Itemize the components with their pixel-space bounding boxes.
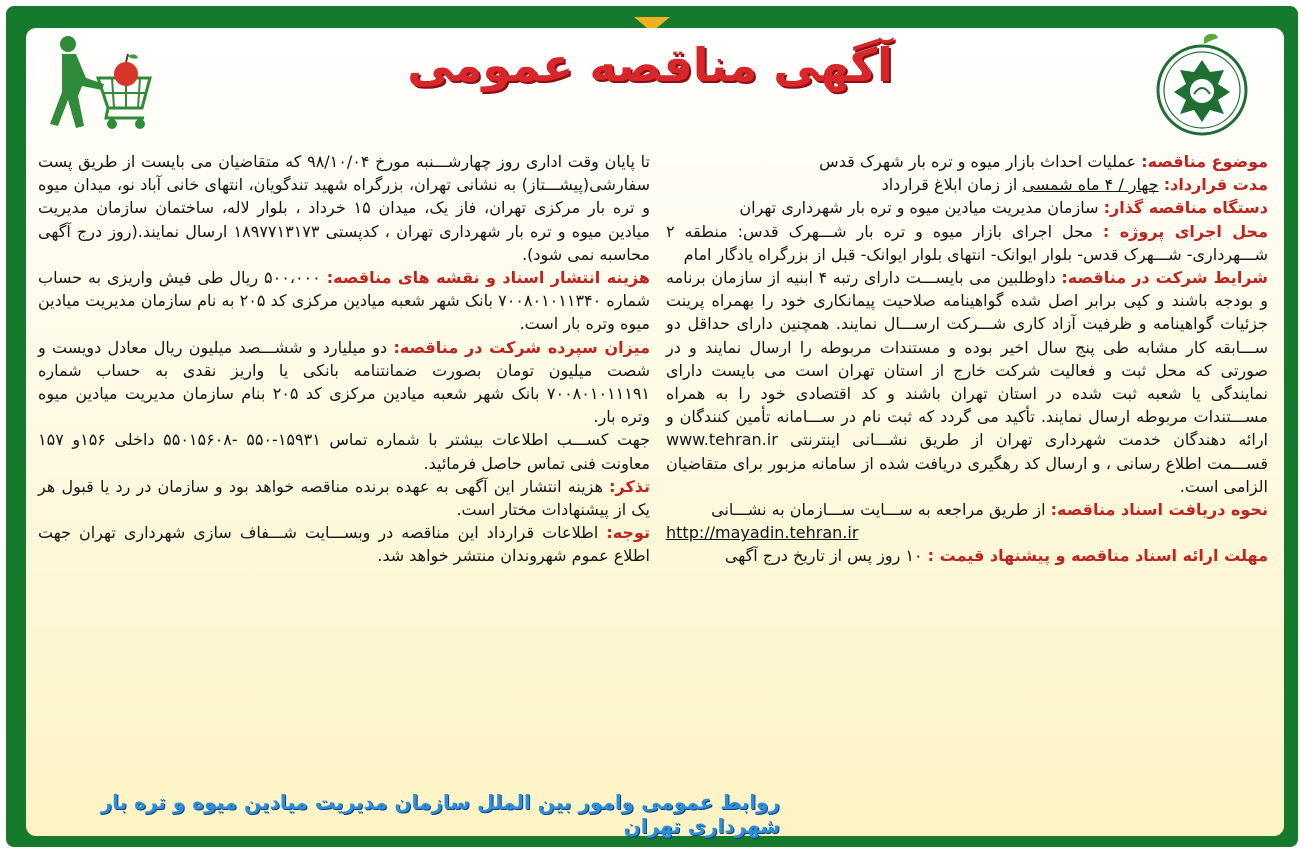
contact-paragraph: جهت کســـب اطلاعات بیشتر با شماره تماس ۱۵۹۳۱-۵۵۰ -۵۵۰۱۵۶۰۸ داخلی ۱۵۶و ۱۵۷ معاونت فنی تماس حاصل فرمائید. xyxy=(38,430,651,473)
fee-paragraph xyxy=(38,266,650,336)
fee-label: هزینه انتشار اسناد و نقشه های مناقصه: xyxy=(326,268,650,288)
submission-paragraph: تا پایان وقت اداری روز چهارشـــنبه مورخ ۹۸/۱۰/۰۴ که متقاضیان می بایست از طریق پست سفارشی(پیشـــتاز) به نشانی تهران، بزرگراه شهید تندگویان، انتهای خانی آباد نو، میدان میوه و تره بار مرکزی تهران، فاز یک، میدان ۱۵ خرداد ، بلوار لاله، ساختمان سازمان مدیریت میادین میوه و تره بار شهرداری تهران ، کدپستی ۱۸۹۷۷۱۳۱۷۳ ارسال نمایند.(روز درج آگهی محاسبه نمی شود). xyxy=(38,152,651,264)
mayadin-site-link[interactable]: http://mayadin.tehran.ir xyxy=(666,523,859,543)
deposit-label: میزان سپرده شرکت در مناقصه: xyxy=(393,337,651,357)
documents-paragraph xyxy=(666,498,1268,521)
project-location-paragraph xyxy=(666,220,1268,266)
conditions-paragraph xyxy=(666,266,1268,498)
reminder-paragraph xyxy=(38,475,650,521)
duration-label: مدت قرارداد: xyxy=(1163,175,1268,195)
tender-body-line xyxy=(666,196,1268,219)
reminder-label: تذکر: xyxy=(609,476,651,496)
duration-value: چهار / ۴ ماه شمسی xyxy=(1022,175,1159,195)
tender-body-text: سازمان مدیریت میادین میوه و تره بار شهرداری تهران xyxy=(739,198,1099,218)
subject-label: موضوع مناقصه: xyxy=(1141,152,1268,171)
conditions-text: داوطلبین می بایســـت دارای رتبه ۴ ابنیه از سازمان برنامه و بودجه باشند و کپی برابر اصل شده گواهینامه صلاحیت پیمانکاری خود را بهمراه پرینت جزئیات گواهینامه و ظرفیت آزاد کاری شـــرکت ارســـال نمایند. همچنین دارای حداقل دو ســـابقه کار مشابه طی پنج سال اخیر بوده و مستندات مربوطه را ارسال نمایند و در صورتی که محل ثبت و فعالیت شرکت خارج از استان تهران است می بایست دارای نمایندگی یا شعبه ثبت شده در استان تهران باشند و کد اقتصادی خود را به همراه مســـتندات مربوطه ارسال نمایند. تأکید می گردد که ثبت نام در ســـامانه تأمین کنندگان و ارائه دهندگان خدمت شهرداری تهران از طریق نشـــانی اینترنتی xyxy=(666,268,1269,450)
documents-url-line xyxy=(666,521,1268,544)
conditions-text-2: قســـمت اطلاع رسانی ، و ارسال کد رهگیری دریافت شده از سامانه مزبور برای متقاضیان الزامی است. xyxy=(666,453,1268,496)
fee-text: ۵۰۰،۰۰۰ ریال طی فیش واریزی به حساب شماره ۷۰۰۸۰۱۰۱۱۳۴۰ بانک شهر شعبه میادین مرکزی کد ۲۰۵ به نام سازمان مدیریت میادین میوه وتره بار است. xyxy=(38,268,651,334)
deposit-paragraph xyxy=(38,336,650,429)
footer-credit: روابط عمومی وامور بین الملل سازمان مدیریت میادین میوه و تره بار شهرداری تهران xyxy=(100,790,780,838)
left-column xyxy=(38,150,650,568)
documents-label: نحوه دریافت اسناد مناقصه: xyxy=(1050,500,1268,520)
project-location-text: محل اجرای بازار میوه و تره بار شـــهرک قدس: منطقه ۲ شـــهرداری- شـــهرک قدس- بلوار ایوانک- انتهای بلوار ایوانک- قبل از بزرگراه یادگار امام xyxy=(666,221,1268,264)
subject-text: عملیات احداث بازار میوه و تره بار شهرک قدس xyxy=(819,152,1137,171)
subject-line xyxy=(666,150,1268,173)
duration-text: از زمان ابلاغ قرارداد xyxy=(881,175,1018,195)
note-text: اطلاعات قرارداد این مناقصه در وبســـایت شـــفاف سازی شهرداری تهران جهت اطلاع عموم شهروندان منتشر خواهد شد. xyxy=(38,523,650,566)
ad-title: آگهی مناقصه عمومی xyxy=(407,38,893,92)
deadline-text: ۱۰ روز پس از تاریخ درج آگهی xyxy=(724,546,923,566)
conditions-label: شرایط شرکت در مناقصه: xyxy=(1061,268,1268,288)
deadline-line xyxy=(666,544,1268,567)
note-paragraph xyxy=(38,521,650,567)
documents-text: از طریق مراجعه به ســـایت ســـازمان به نشـــانی xyxy=(711,500,1046,520)
duration-line xyxy=(666,173,1268,196)
right-column xyxy=(666,150,1268,568)
note-label: توجه: xyxy=(606,523,650,543)
tender-body-label: دستگاه مناقصه گذار: xyxy=(1103,198,1268,218)
deposit-text: دو میلیارد و ششـــصد میلیون ریال معادل دویست و شصت میلیون تومان بصورت ضمانتنامه بانکی یا واریز نقدی به حساب شماره ۷۰۰۸۰۱۰۱۱۱۹۱ بانک شهر شعبه میادین مرکزی کد ۲۰۵ بنام سازمان مدیریت میادین میوه وتره بار. xyxy=(38,337,651,427)
organization-logo xyxy=(1154,34,1250,138)
shopping-cart-icon xyxy=(46,34,156,134)
project-location-label: محل اجرای پروژه : xyxy=(1102,221,1268,241)
deadline-label: مهلت ارائه اسناد مناقصه و پیشنهاد قیمت : xyxy=(927,546,1268,566)
tehran-site-link[interactable]: www.tehran.ir xyxy=(666,430,778,450)
reminder-text: هزینه انتشار این آگهی به عهده برنده مناقصه خواهد بود و سازمان در رد یا قبول هر یک از پیشنهادات مختار است. xyxy=(38,476,650,520)
